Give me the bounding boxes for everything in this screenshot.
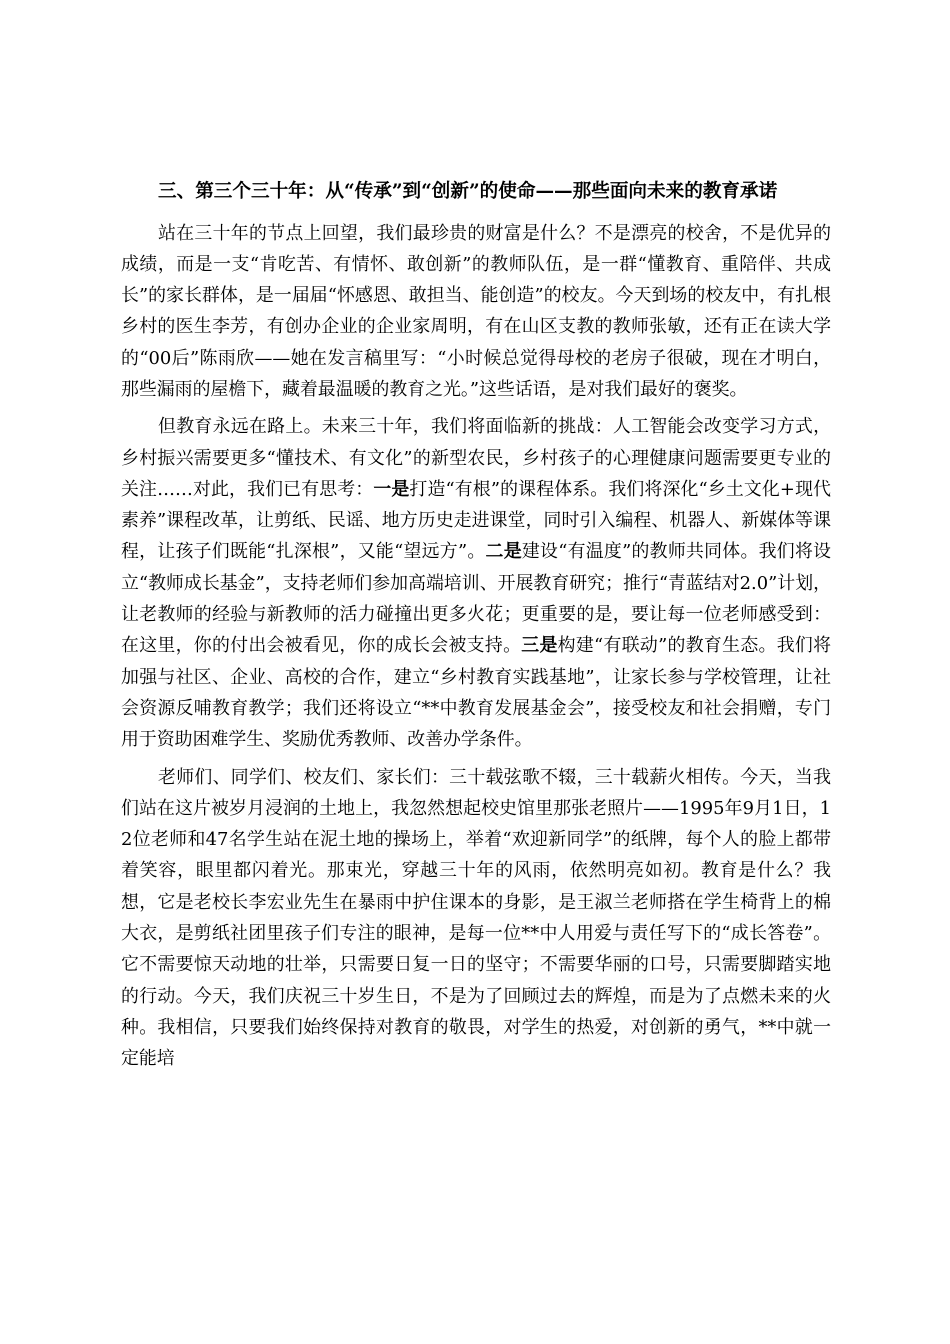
paragraph-retrospect: 站在三十年的节点上回望，我们最珍贵的财富是什么？不是漂亮的校舍，不是优异的成绩，而是一支“肯吃苦、有情怀、敢创新”的教师队伍，是一群“懂教育、重陪伴、共成长”的家长群体，是一届届“怀感恩、敢担当、能创造”的校友。今天到场的校友中，有扎根乡村的医生李芳，有创办企业的企业家周明，有在山区支教的教师张敏，还有正在读大学的“00后”陈雨欣——她在发言稿里写：“小时候总觉得母校的老房子很破，现在才明白，那些漏雨的屋檐下，藏着最温暖的教育之光。”这些话语，是对我们最好的褒奖。 bbox=[121, 222, 831, 400]
point-3-text: 构建“有联动”的教育生态。我们将加强与社区、企业、高校的合作，建立“乡村教育实践基地”，让家长参与学校管理，让社会资源反哺教育教学；我们还将设立“**中教育发展基金会”，接受校友和社会捐赠，专门用于资助困难学生、奖励优秀教师、改善办学条件。 bbox=[121, 635, 831, 751]
paragraph-future-plans bbox=[121, 411, 831, 755]
point-1-text: 打造“有根”的课程体系。我们将深化“乡土文化+现代素养”课程改革，让剪纸、民谣、地方历史走进课堂，同时引入编程、机器人、新媒体等课程，让孩子们既能“扎深根”，又能“望远方”。 bbox=[121, 478, 831, 563]
point-2-label: 二是 bbox=[485, 541, 522, 563]
section-heading: 三、第三个三十年：从“传承”到“创新”的使命——那些面向未来的教育承诺 bbox=[158, 181, 778, 202]
point-1-label: 一是 bbox=[373, 478, 410, 500]
document-body bbox=[121, 174, 831, 1081]
point-3-label: 三是 bbox=[521, 635, 558, 657]
plans-intro: 但教育永远在路上。未来三十年，我们将面临新的挑战：人工智能会改变学习方式，乡村振兴需要更多“懂技术、有文化”的新型农民，乡村孩子的心理健康问题需要更专业的关注……对此，我们已有思考： bbox=[121, 416, 831, 500]
paragraph-closing: 老师们、同学们、校友们、家长们：三十载弦歌不辍，三十载薪火相传。今天，当我们站在这片被岁月浸润的土地上，我忽然想起校史馆里那张老照片——1995年9月1日，12位老师和47名学生站在泥土地的操场上，举着“欢迎新同学”的纸牌，每个人的脸上都带着笑容，眼里都闪着光。那束光，穿越三十年的风雨，依然明亮如初。教育是什么？我想，它是老校长李宏业先生在暴雨中护住课本的身影，是王淑兰老师搭在学生椅背上的棉大衣，是剪纸社团里孩子们专注的眼神，是每一位**中人用爱与责任写下的“成长答卷”。它不需要惊天动地的壮举，只需要日复一日的坚守；不需要华丽的口号，只需要脚踏实地的行动。今天，我们庆祝三十岁生日，不是为了回顾过去的辉煌，而是为了点燃未来的火种。我相信，只要我们始终保持对教育的敬畏，对学生的热爱，对创新的勇气，**中就一定能培 bbox=[121, 766, 831, 1070]
point-2-text: 建设“有温度”的教师共同体。我们将设立“教师成长基金”，支持老师们参加高端培训、开展教育研究；推行“青蓝结对2.0”计划，让老教师的经验与新教师的活力碰撞出更多火花；更重要的是，要让每一位老师感受到：在这里，你的付出会被看见，你的成长会被支持。 bbox=[121, 541, 831, 657]
